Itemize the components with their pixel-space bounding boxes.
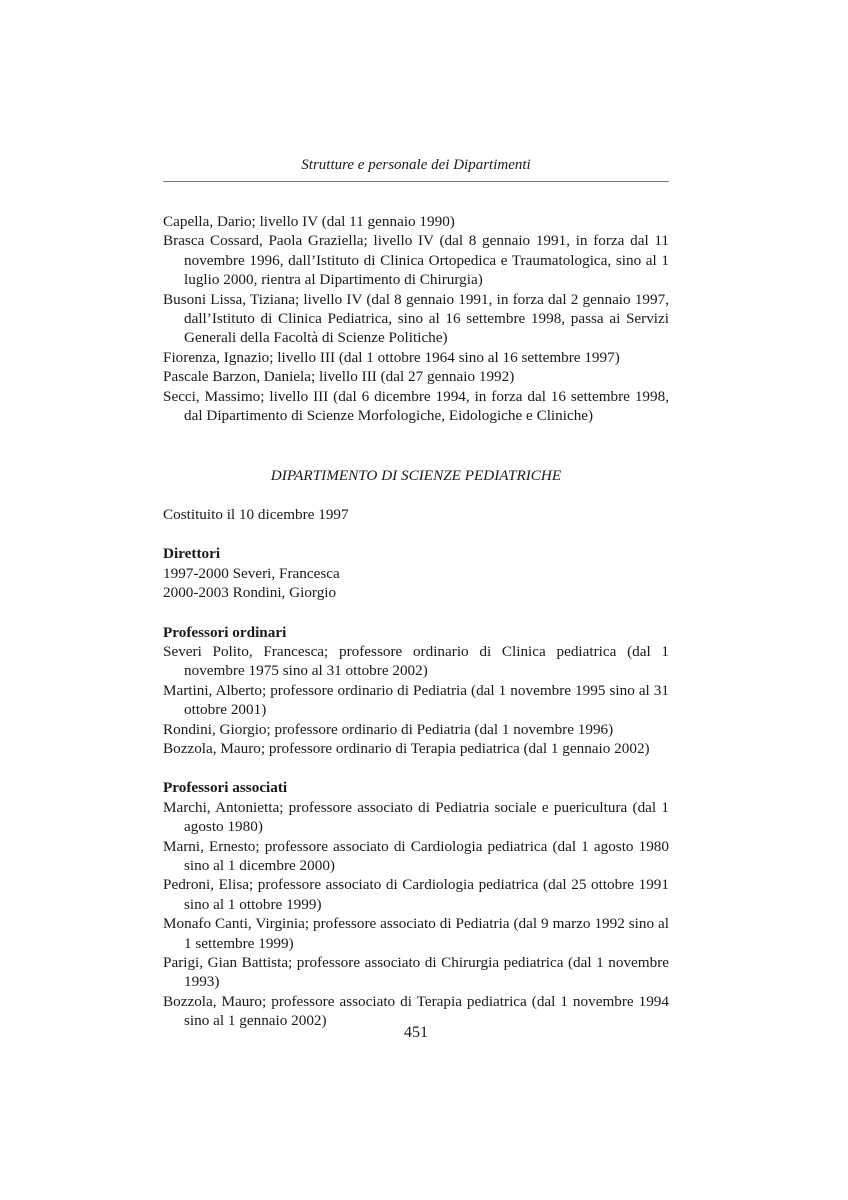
staff-entry: Fiorenza, Ignazio; livello III (dal 1 ottobre 1964 sino al 16 settembre 1997) [163,348,620,366]
running-title: Strutture e personale dei Dipartimenti [301,157,531,173]
department-founded: Costituito il 10 dicembre 1997 [163,505,349,523]
full-professor-entry: Severi Polito, Francesca; professore ordinario di Clinica pediatrica (dal 1 novembre 1975 sino al 31 ottobre 2002) [163,642,669,680]
staff-entry: Secci, Massimo; livello III (dal 6 dicembre 1994, in forza dal 16 settembre 1998, dal Dipartimento di Scienze Morfologiche, Eidologiche e Cliniche) [163,387,669,425]
staff-entry: Busoni Lissa, Tiziana; livello IV (dal 8 gennaio 1991, in forza dal 2 gennaio 1997, dall’Istituto di Clinica Pediatrica, sino al 16 settembre 1998, passa ai Servizi Generali della Facoltà di Scienze Politiche) [163,290,669,347]
page-body [163,212,669,1031]
staff-entry: Pascale Barzon, Daniela; livello III (dal 27 gennaio 1992) [163,368,515,386]
full-professor-entry: Bozzola, Mauro; professore ordinario di Terapia pediatrica (dal 1 gennaio 2002) [163,739,650,757]
associate-professor-entry: Parigi, Gian Battista; professore associato di Chirurgia pediatrica (dal 1 novembre 1993) [163,954,669,991]
full-professor-entry: Martini, Alberto; professore ordinario di Pediatria (dal 1 novembre 1995 sino al 31 ottobre 2001) [163,681,669,719]
staff-entry: Brasca Cossard, Paola Graziella; livello IV (dal 8 gennaio 1991, in forza dal 11 novembre 1996, dall’Istituto di Clinica Ortopedica e Traumatologica, sino al 1 luglio 2000, rientra al Dipartimento di Chirurgia) [163,232,669,289]
department-title: DIPARTIMENTO DI SCIENZE PEDIATRICHE [270,467,562,485]
associate-professor-entry: Monafo Canti, Virginia; professore associato di Pediatria (dal 9 marzo 1992 sino al 1 settembre 1999) [163,915,669,952]
directors-heading: Direttori [163,545,221,563]
staff-entry: Capella, Dario; livello IV (dal 11 gennaio 1990) [163,213,455,230]
director-entry: 1997-2000 Severi, Francesca [163,564,340,582]
page-number: 451 [404,1024,428,1041]
header-rule [163,181,669,182]
full-professors-heading: Professori ordinari [163,623,287,641]
associate-professor-entry: Pedroni, Elisa; professore associato di Cardiologia pediatrica (dal 25 ottobre 1991 sino al 1 ottobre 1999) [163,876,669,913]
associate-professors-heading: Professori associati [163,779,288,797]
associate-professor-entry: Marchi, Antonietta; professore associato di Pediatria sociale e puericultura (dal 1 agosto 1980) [163,798,669,836]
full-professor-entry: Rondini, Giorgio; professore ordinario di Pediatria (dal 1 novembre 1996) [163,720,614,738]
director-entry: 2000-2003 Rondini, Giorgio [163,584,337,602]
associate-professor-entry: Bozzola, Mauro; professore associato di Terapia pediatrica (dal 1 novembre 1994 sino al 1 gennaio 2002) [163,992,669,1030]
associate-professor-entry: Marni, Ernesto; professore associato di Cardiologia pediatrica (dal 1 agosto 1980 sino al 1 dicembre 2000) [163,837,669,874]
